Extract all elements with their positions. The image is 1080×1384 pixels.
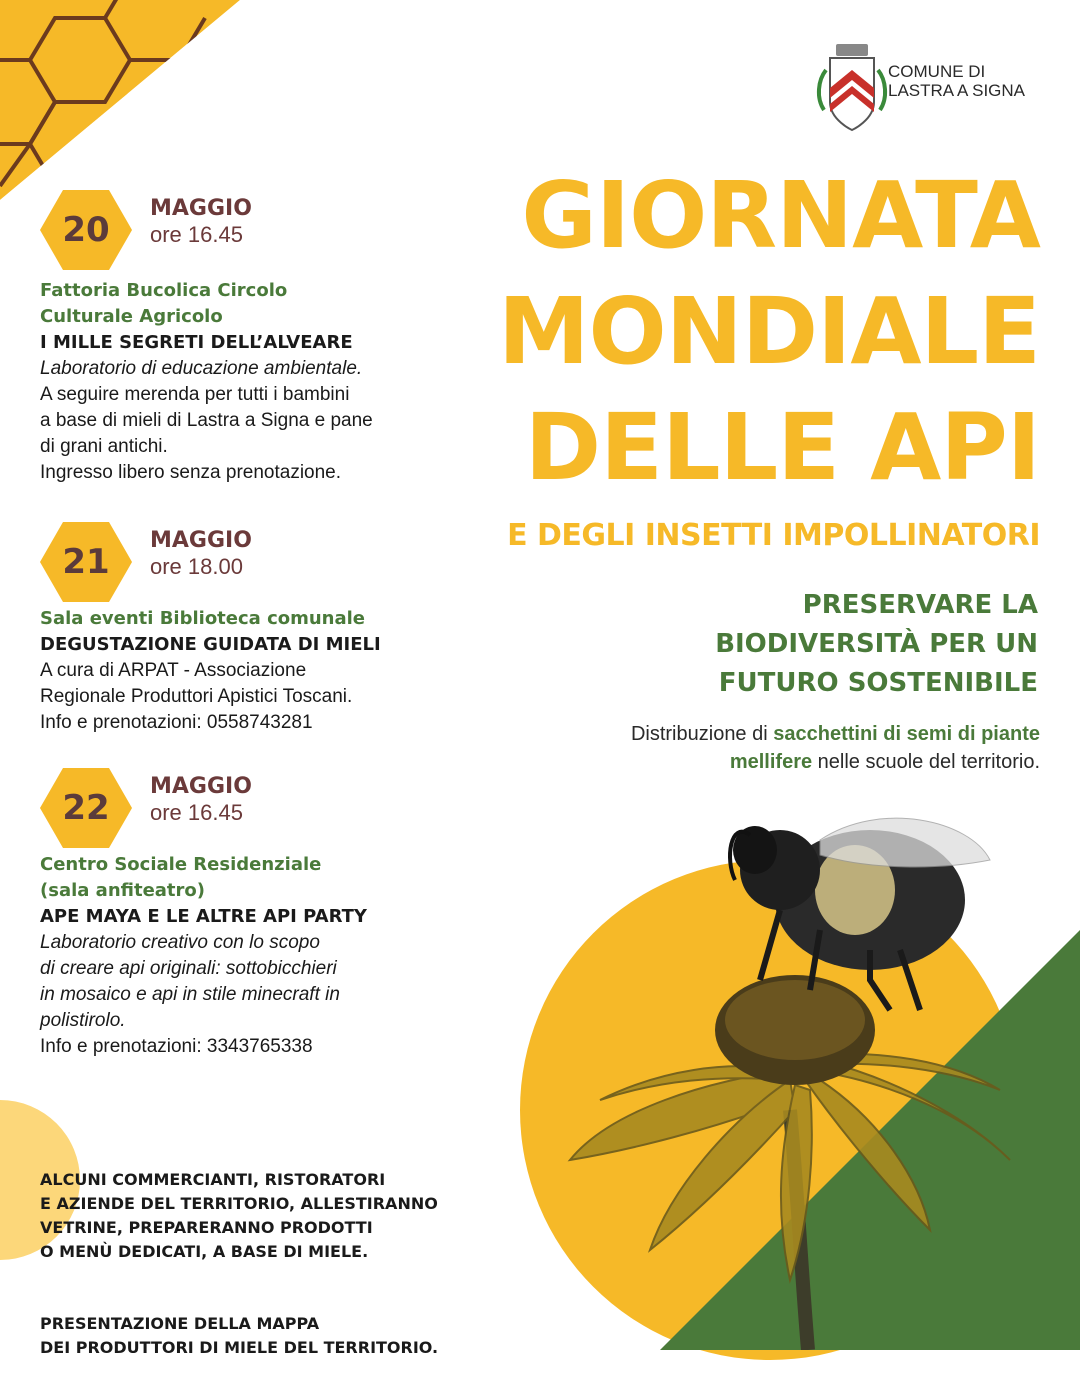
event-place: Centro Sociale Residenziale (sala anfiteatro) [40,854,322,901]
main-title [430,158,1040,506]
event-month: MAGGIO [150,528,252,553]
distribution-highlight-2: mellifere [729,751,813,773]
event-card [40,768,450,1060]
distribution-suffix: nelle scuole del territorio. [812,751,1040,773]
day-hexagon [40,522,132,602]
subtitle: E DEGLI INSETTI IMPOLLINATORI [507,518,1040,553]
event-title: I MILLE SEGRETI DELL’ALVEARE [40,332,353,353]
event-title: APE MAYA E LE ALTRE API PARTY [40,906,367,927]
slogan-line-1: PRESERVARE LA [802,590,1038,620]
event-place: Sala eventi Biblioteca comunale [40,608,366,629]
note-map: PRESENTAZIONE DELLA MAPPA DEI PRODUTTORI DI MIELE DEL TERRITORIO. [40,1314,439,1357]
slogan-line-2: BIODIVERSITÀ PER UN [715,629,1038,659]
distribution-highlight-1: sacchettini di semi di piante [773,723,1040,745]
footer-notes [40,1144,460,1384]
event-card [40,190,450,486]
event-card [40,522,450,736]
event-day: 22 [62,788,110,828]
event-desc: A seguire merenda per tutti i bambini a base di mieli di Lastra a Signa e pane di grani antichi. Ingresso libero senza prenotazione. [40,384,373,483]
comune-logo [812,40,1052,140]
day-hexagon [40,190,132,270]
comune-name: COMUNE DI LASTRA A SIGNA [888,62,1026,100]
event-place: Fattoria Bucolica Circolo Culturale Agricolo [40,280,288,327]
note-merchants: ALCUNI COMMERCIANTI, RISTORATORI E AZIENDE DEL TERRITORIO, ALLESTIRANNO VETRINE, PREPARERANNO PRODOTTI O MENÙ DEDICATI, A BASE DI MIELE. [40,1170,438,1261]
event-desc-italic: Laboratorio creativo con lo scopo di creare api originali: sottobicchieri in mosaico e api in stile minecraft in polistirolo. [40,932,340,1031]
event-month: MAGGIO [150,774,252,799]
event-desc-italic: Laboratorio di educazione ambientale. [40,358,363,379]
day-hexagon [40,768,132,848]
bee-on-flower-illustration [540,780,1080,1350]
distribution-note [560,720,1040,776]
event-desc: Info e prenotazioni: 3343765338 [40,1036,313,1057]
event-month: MAGGIO [150,196,252,221]
crest-icon [812,40,892,140]
event-time: ore 16.45 [150,800,243,825]
event-desc: A cura di ARPAT - Associazione Regionale Produttori Apistici Toscani. Info e prenotazioni: 0558743281 [40,660,353,733]
title-line-2: MONDIALE [497,278,1040,385]
event-time: ore 16.45 [150,222,243,247]
event-title: DEGUSTAZIONE GUIDATA DI MIELI [40,634,381,655]
slogan [560,586,1038,703]
event-time: ore 18.00 [150,554,243,579]
event-day: 21 [62,542,110,582]
event-day: 20 [62,210,110,250]
title-line-1: GIORNATA [521,162,1040,269]
distribution-prefix: Distribuzione di [630,723,774,745]
title-line-3: DELLE API [524,394,1040,501]
slogan-line-3: FUTURO SOSTENIBILE [718,668,1038,698]
